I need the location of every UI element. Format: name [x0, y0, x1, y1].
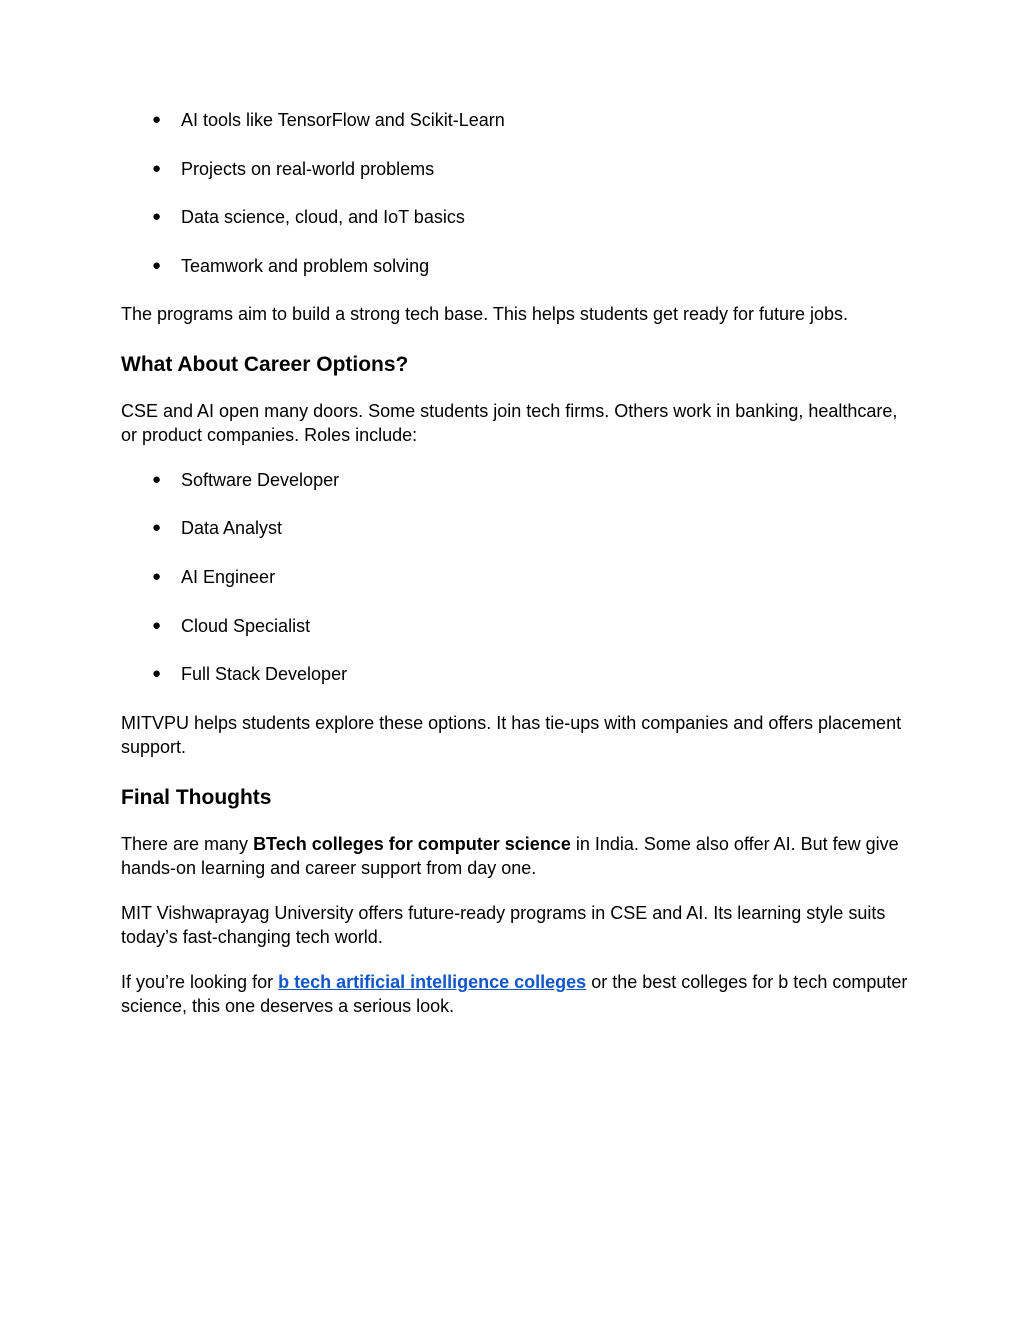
list-item: ● Cloud Specialist	[152, 615, 311, 636]
final-paragraph-1: There are many BTech colleges for computer science in India. Some also offer AI. But few give hands-on learning and career support from day one.	[121, 833, 899, 879]
list-item: ● Projects on real-world problems	[152, 158, 435, 179]
careers-summary: MITVPU helps students explore these options. It has tie-ups with companies and offers placement support.	[121, 712, 902, 758]
list-item: ● Software Developer	[152, 469, 340, 490]
bullet-icon: ●	[152, 568, 162, 586]
final-paragraph-2: MIT Vishwaprayag University offers future-ready programs in CSE and AI. Its learning style suits today’s fast-changing tech world.	[121, 902, 886, 948]
bullet-icon: ●	[152, 208, 162, 226]
list-item: ● AI Engineer	[152, 567, 276, 588]
programs-summary: The programs aim to build a strong tech base. This helps students get ready for future jobs.	[121, 304, 849, 325]
careers-heading: What About Career Options?	[121, 352, 409, 376]
bullet-icon: ●	[152, 519, 162, 537]
bullet-icon: ●	[152, 159, 162, 177]
ai-colleges-link[interactable]: b tech artificial intelligence colleges	[278, 971, 587, 992]
list-item: ● Full Stack Developer	[152, 664, 348, 685]
bullet-icon: ●	[152, 665, 162, 683]
list-item: ● AI tools like TensorFlow and Scikit-Learn	[152, 110, 505, 130]
document-page	[121, 108, 911, 1019]
list-item: ● Teamwork and problem solving	[152, 255, 430, 276]
bold-keyword: BTech colleges for computer science	[253, 833, 571, 854]
roles-list	[121, 468, 911, 686]
features-list	[121, 108, 911, 278]
bullet-icon: ●	[152, 256, 162, 274]
careers-intro: CSE and AI open many doors. Some students join tech firms. Others work in banking, healthcare, or product companies. Roles include:	[121, 400, 898, 446]
bullet-icon: ●	[152, 470, 162, 488]
bullet-icon: ●	[152, 111, 162, 128]
final-heading: Final Thoughts	[121, 785, 272, 809]
final-paragraph-3: If you’re looking for b tech artificial intelligence colleges or the best colleges for b tech computer science, this one deserves a serious look.	[121, 971, 908, 1017]
list-item: ● Data science, cloud, and IoT basics	[152, 207, 465, 228]
bullet-icon: ●	[152, 616, 162, 634]
list-item: ● Data Analyst	[152, 518, 283, 539]
